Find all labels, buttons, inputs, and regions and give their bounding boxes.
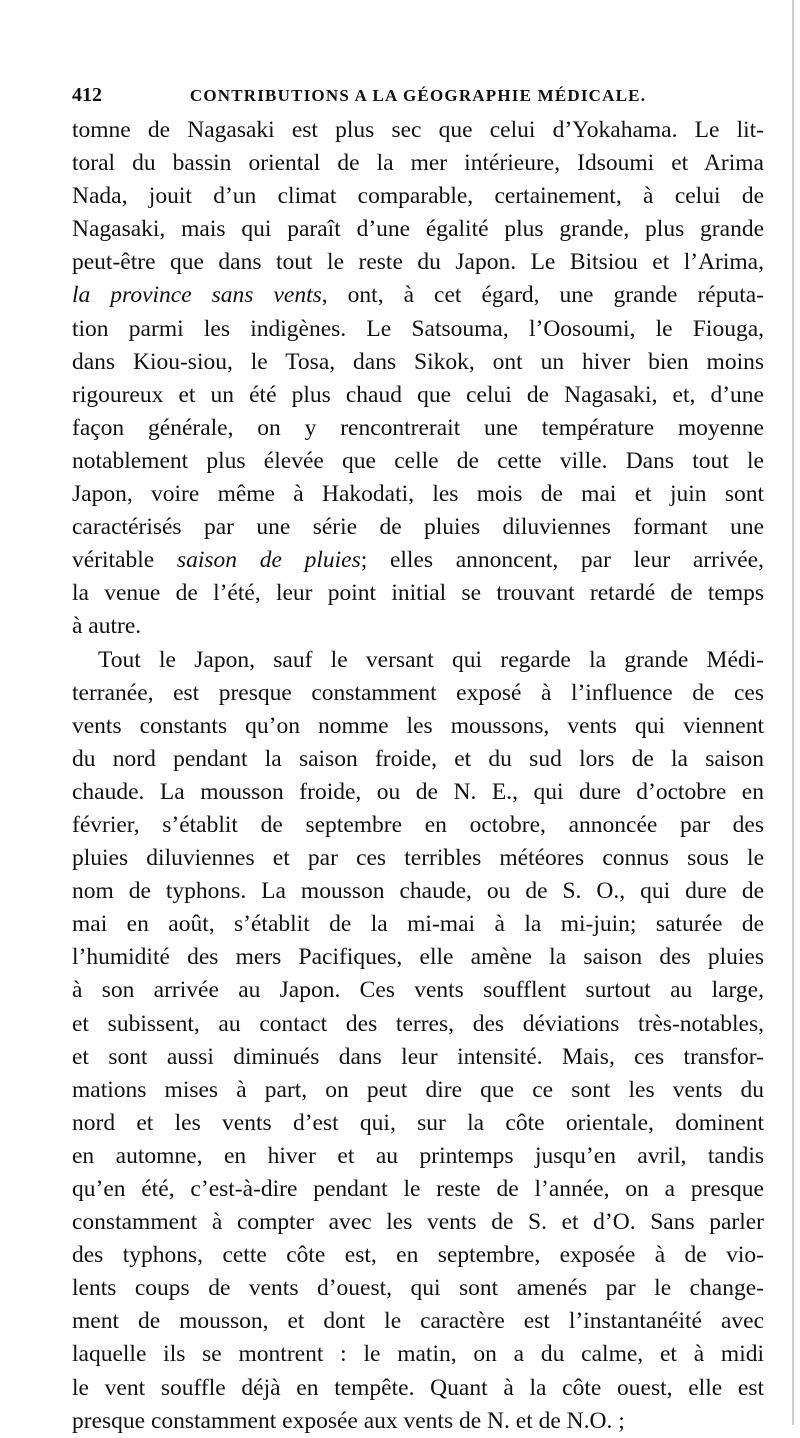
text-line: mations mises à part, on peut dire que ce sont les vents du xyxy=(72,1076,764,1103)
text-line: mai en août, s’établit de la mi-mai à la mi-juin; saturée de xyxy=(72,911,764,938)
text-line: Nada, jouit d’un climat comparable, certainement, à celui de xyxy=(72,183,764,210)
page-number: 412 xyxy=(72,84,102,106)
text-line: lents coups de vents d’ouest, qui sont amenés par le change- xyxy=(72,1275,764,1302)
text-line: rigoureux et un été plus chaud que celui de Nagasaki, et, d’une xyxy=(72,381,764,408)
text-line: et subissent, au contact des terres, des déviations très-notables, xyxy=(72,1010,764,1037)
text-line: nom de typhons. La mousson chaude, ou de S. O., qui dure de xyxy=(72,878,764,905)
running-title: CONTRIBUTIONS A LA GÉOGRAPHIE MÉDICALE. xyxy=(189,86,647,105)
text-line: ment de mousson, et dont le caractère est l’instantanéité avec xyxy=(72,1308,764,1335)
text-line: presque constamment exposée aux vents de N. et de N.O. ; xyxy=(72,1407,625,1434)
text-line: et sont aussi diminués dans leur intensité. Mais, ces transfor- xyxy=(72,1043,764,1070)
text-line: notablement plus élevée que celle de cette ville. Dans tout le xyxy=(72,447,764,474)
text-line: Tout le Japon, sauf le versant qui regarde la grande Médi- xyxy=(98,646,764,673)
paragraph-1 xyxy=(72,114,764,644)
text-line: toral du bassin oriental de la mer intérieure, Idsoumi et Arima xyxy=(72,150,764,177)
text-line: Japon, voire même à Hakodati, les mois de mai et juin sont xyxy=(72,481,764,508)
text-line: peut-être que dans tout le reste du Japon. Le Bitsiou et l’Arima, xyxy=(72,249,764,276)
running-head xyxy=(72,84,764,114)
book-page xyxy=(72,84,764,1438)
text-line: terranée, est presque constamment exposé à l’influence de ces xyxy=(72,679,764,706)
text-line: façon générale, on y rencontrerait une température moyenne xyxy=(72,414,764,441)
body-text xyxy=(72,114,764,1438)
text-line: à son arrivée au Japon. Ces vents soufflent surtout au large, xyxy=(72,977,764,1004)
text-line: tomne de Nagasaki est plus sec que celui d’Yokahama. Le lit- xyxy=(72,117,764,143)
paragraph-2 xyxy=(72,644,764,1438)
italic-phrase: la province sans vents xyxy=(72,282,322,309)
text-line-italic-phrase: la province sans vents, ont, à cet égard, une grande réputa- xyxy=(72,282,764,309)
text-line: la venue de l’été, leur point initial se trouvant retardé de temps xyxy=(72,580,764,607)
text-line: nord et les vents d’est qui, sur la côte orientale, dominent xyxy=(72,1109,764,1136)
text-line: chaude. La mousson froide, ou de N. E., qui dure d’octobre en xyxy=(72,778,764,805)
text-line: constamment à compter avec les vents de S. et d’O. Sans parler xyxy=(72,1209,764,1236)
text-line: des typhons, cette côte est, en septembre, exposée à de vio- xyxy=(72,1242,764,1269)
text-line: qu’en été, c’est-à-dire pendant le reste de l’année, on a presque xyxy=(72,1176,764,1202)
text-line: en automne, en hiver et au printemps jusqu’en avril, tandis xyxy=(72,1142,764,1169)
text-line: Nagasaki, mais qui paraît d’une égalité plus grande, plus grande xyxy=(72,216,764,243)
text-line: tion parmi les indigènes. Le Satsouma, l’Oosoumi, le Fiouga, xyxy=(72,315,764,342)
text-line-italic-phrase: véritable saison de pluies; elles annoncent, par leur arrivée, xyxy=(72,547,764,574)
page-edge-shadow xyxy=(792,0,794,1425)
text-line: le vent souffle déjà en tempête. Quant à la côte ouest, elle est xyxy=(72,1374,764,1401)
text-line: à autre. xyxy=(72,613,142,640)
text-line: laquelle ils se montrent : le matin, on a du calme, et à midi xyxy=(72,1341,764,1368)
text-line: l’humidité des mers Pacifiques, elle amène la saison des pluies xyxy=(72,944,764,971)
text-line: du nord pendant la saison froide, et du sud lors de la saison xyxy=(72,745,764,772)
text-line: février, s’établit de septembre en octobre, annoncée par des xyxy=(72,811,764,838)
text-line: vents constants qu’on nomme les moussons, vents qui viennent xyxy=(72,712,764,739)
italic-phrase: saison de pluies xyxy=(176,547,361,574)
text-line: dans Kiou-siou, le Tosa, dans Sikok, ont un hiver bien moins xyxy=(72,348,764,375)
text-line: caractérisés par une série de pluies diluviennes formant une xyxy=(72,514,764,541)
text-line: pluies diluviennes et par ces terribles météores connus sous le xyxy=(72,845,764,872)
